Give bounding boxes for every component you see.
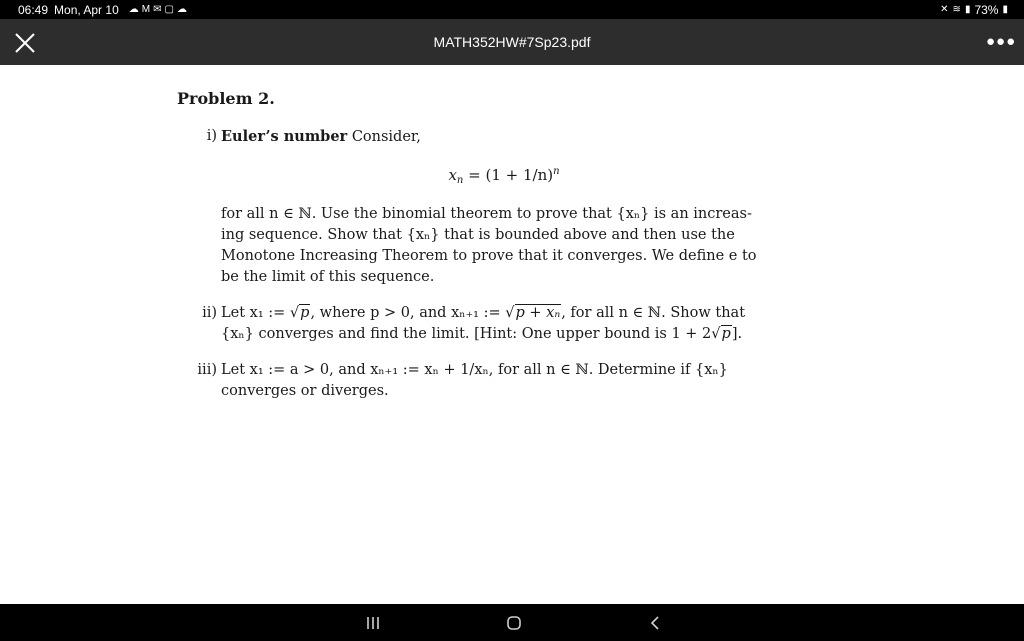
- item-i-intro: [206, 126, 787, 148]
- item-i-line-4: be the limit of this sequence.: [221, 269, 435, 285]
- cloud-icon: ☁: [176, 4, 187, 15]
- item-ii-line-1-a: Let x₁ :=: [221, 305, 286, 321]
- battery-icon: ▮: [1002, 4, 1008, 15]
- chat-icon: ▢: [164, 4, 174, 15]
- item-i-line-1: for all n ∈ ℕ. Use the binomial theorem to prove that {xₙ} is an increas-: [221, 206, 752, 222]
- recents-button[interactable]: [358, 612, 388, 634]
- formula-sup: n: [553, 166, 560, 177]
- status-right: [940, 3, 1008, 17]
- item-i-marker: i): [206, 128, 217, 144]
- item-ii-line-2: {xₙ} converges and find the limit. [Hint: One upper bound is 1 + 2√p].: [221, 326, 743, 342]
- item-ii-line-1: Let x₁ := √p, where p > 0, and xₙ₊₁ := √p + xₙ, for all n ∈ ℕ. Show that: [221, 305, 746, 321]
- document-title: MATH352HW#7Sp23.pdf: [433, 34, 591, 50]
- item-ii-sqrt-p: p: [300, 305, 310, 321]
- signal-icon: ▮: [964, 4, 971, 15]
- notification-icons: [129, 4, 187, 16]
- euler-formula: $x_n = (1 + 1/n)^n$: [448, 166, 560, 186]
- item-iii-line-1: Let x₁ := a > 0, and xₙ₊₁ := xₙ + 1/xₙ, for all n ∈ ℕ. Determine if {xₙ}: [221, 362, 728, 378]
- status-bar: [0, 0, 1024, 19]
- item-iii-marker: iii): [197, 362, 217, 378]
- problem-heading: Problem 2.: [177, 89, 275, 108]
- status-time: 06:49: [18, 3, 49, 17]
- item-ii-line-2-b: ].: [731, 326, 743, 342]
- item-i-line-3: Monotone Increasing Theorem to prove that it converges. We define e to: [221, 248, 757, 264]
- status-date: Mon, Apr 10: [54, 3, 119, 17]
- pdf-page: [0, 65, 1024, 604]
- item-i-intro-text: Consider,: [351, 129, 421, 145]
- cloud-sync-icon: ☁: [128, 4, 139, 15]
- app-bar: [0, 19, 1024, 65]
- item-ii-hint-sqrt: p: [721, 326, 731, 342]
- item-ii-marker: ii): [202, 305, 217, 321]
- item-iii-line-2: converges or diverges.: [221, 383, 389, 399]
- item-i-line-2: ing sequence. Show that {xₙ} that is bounded above and then use the: [221, 227, 735, 243]
- home-button[interactable]: [499, 612, 529, 634]
- battery-percentage: 73%: [974, 3, 999, 17]
- wifi-icon: ≋: [952, 4, 961, 15]
- formula-lhs: x: [448, 166, 457, 184]
- back-button[interactable]: [640, 612, 670, 634]
- item-i-bold-title: Euler’s number: [221, 128, 348, 145]
- status-left: [18, 3, 187, 17]
- item-i-body: [221, 204, 787, 288]
- item-ii: [202, 303, 787, 345]
- home-icon: [499, 612, 529, 634]
- item-ii-line-1-c: , for all n ∈ ℕ. Show that: [561, 305, 746, 321]
- gmail-icon: M: [141, 4, 151, 15]
- more-options-icon: ●●●: [986, 33, 1017, 50]
- item-ii-sqrt-p-xn: p + xₙ: [515, 305, 561, 321]
- recents-icon: [358, 612, 388, 634]
- formula-sub: n: [456, 175, 464, 186]
- email-icon: ✉: [153, 4, 162, 15]
- navigation-bar: [0, 604, 1024, 641]
- item-iii: [197, 360, 787, 402]
- item-ii-line-1-b: , where p > 0, and xₙ₊₁ :=: [310, 305, 501, 321]
- back-icon: [640, 612, 670, 634]
- item-ii-line-2-a: {xₙ} converges and find the limit. [Hint: One upper bound is 1 + 2: [221, 326, 712, 342]
- mute-icon: ✕: [940, 4, 949, 15]
- formula-rhs: (1 + 1/n): [485, 166, 554, 184]
- more-options-button[interactable]: [986, 32, 1017, 52]
